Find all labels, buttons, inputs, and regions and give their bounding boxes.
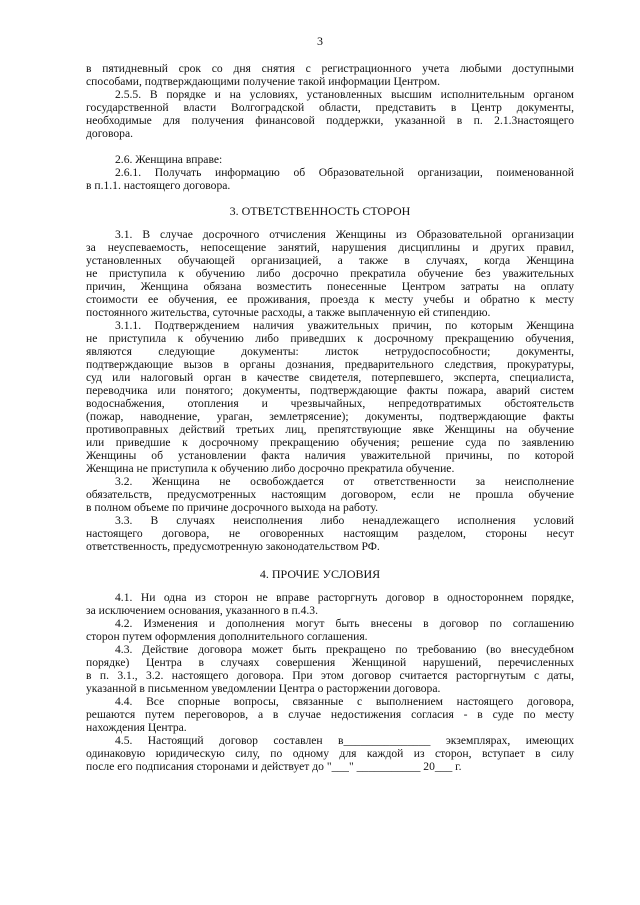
text-line: подтверждающие вызов в органы дознания, предварительного следствия, прокуратуры, — [86, 358, 574, 371]
text-line: причин, Женщина обязана возместить понесенные Центром затраты на оплату — [86, 280, 574, 293]
text-line: стоимости ее обучения, ее проживания, проезда к месту учебы и обратно к месту — [86, 293, 574, 306]
text-line: (пожар, наводнение, ураган, землетрясение); документы, подтверждающие факты — [86, 410, 574, 423]
text-line: 2.6.1. Получать информацию об Образовательной организации, поименованной — [115, 166, 574, 179]
text-line: за исключением основания, указанного в п.4.3. — [86, 604, 318, 617]
text-line: 4.3. Действие договора может быть прекращено по требованию (во внесудебном — [115, 643, 574, 656]
text-line: нахождения Центра. — [86, 721, 187, 734]
text-line: 2.5.5. В порядке и на условиях, установленных высшим исполнительным органом — [115, 88, 574, 101]
text-line: 4.1. Ни одна из сторон не вправе расторгнуть договор в одностороннем порядке, — [115, 591, 574, 604]
text-line: сторон путем оформления дополнительного соглашения. — [86, 630, 368, 643]
text-line: после его подписания сторонами и действует до "___" ___________ 20___ г. — [86, 760, 462, 773]
text-line: 2.6. Женщина вправе: — [115, 153, 223, 166]
text-line: ответственность, предусмотренную законодательством РФ. — [86, 540, 380, 553]
text-line: суд или налоговый орган в качестве свидетеля, потерпевшего, эксперта, специалиста, — [86, 371, 574, 384]
text-line: решаются путем переговоров, а в случае недостижения согласия - в суде по месту — [86, 708, 574, 721]
text-line: постоянного жительства, суточные расходы, а также выплаченную ей стипендию. — [86, 306, 491, 319]
text-line: 4.4. Все спорные вопросы, связанные с выполнением настоящего договора, — [115, 695, 574, 708]
text-line: 3.3. В случаях неисполнения либо ненадлежащего исполнения условий — [115, 514, 574, 527]
text-line: необходимые для получения финансовой поддержки, указанной в п. 2.1.3настоящего — [86, 114, 574, 127]
text-line: указанной в письменном уведомлении Центра о расторжении договора. — [86, 682, 441, 695]
section-heading: 3. ОТВЕТСТВЕННОСТЬ СТОРОН — [229, 204, 411, 218]
text-line: в п. 3.1., 3.2. настоящего договора. При этом договор считается расторгнутым с даты, — [86, 669, 574, 682]
text-line: в пятидневный срок со дня снятия с регистрационного учета любыми доступными — [86, 62, 574, 75]
text-line: не приступила к обучению либо досрочно прекратила обучение без уважительных — [86, 267, 574, 280]
text-line: обязательств, предусмотренных настоящим договором, если не прошла обучение — [86, 488, 574, 501]
text-line: переводчика или понятого; документы, подтверждающие факты пожара, аварий систем — [86, 384, 574, 397]
text-line: за неуспеваемость, непосещение занятий, нарушения дисциплины и других правил, — [86, 241, 574, 254]
text-line: настоящего договора, не оговоренных настоящим разделом, стороны несут — [86, 527, 574, 540]
text-line: в полном объеме по причине досрочного выхода на работу. — [86, 501, 378, 514]
text-line: государственной власти Волгоградской области, представить в Центр документы, — [86, 101, 574, 114]
text-line: 4.2. Изменения и дополнения могут быть внесены в договор по соглашению — [115, 617, 574, 630]
text-line: способами, подтверждающими получение такой информации Центром. — [86, 75, 440, 88]
text-line: являются следующие документы: листок нетрудоспособности; документы, — [86, 345, 574, 358]
text-line: 4.5. Настоящий договор составлен в_______________ экземплярах, имеющих — [115, 734, 574, 747]
text-line: или приведшие к досрочному прекращению обучения; решение суда по заявлению — [86, 436, 574, 449]
page-number: 3 — [317, 34, 323, 48]
text-line: 3.1. В случае досрочного отчисления Женщины из Образовательной организации — [115, 228, 574, 241]
text-line: противоправных действий третьих лиц, препятствующие явке Женщины на обучение — [86, 423, 574, 436]
text-line: Женщины об установлении факта наличия уважительной причины, по которой — [86, 449, 574, 462]
section-heading: 4. ПРОЧИЕ УСЛОВИЯ — [259, 567, 381, 581]
text-line: 3.1.1. Подтверждением наличия уважительных причин, по которым Женщина — [115, 319, 574, 332]
text-line: в п.1.1. настоящего договора. — [86, 179, 231, 192]
text-line: порядке) Центра в случаях совершения Женщиной нарушений, перечисленных — [86, 656, 574, 669]
text-line: не приступила к обучению либо приведших к досрочному прекращению обучения, — [86, 332, 574, 345]
text-line: договора. — [86, 127, 133, 140]
text-line: Женщина не приступила к обучению либо досрочно прекратила обучение. — [86, 462, 455, 475]
text-line: водоснабжения, отопления и чрезвычайных, непредотвратимых обстоятельств — [86, 397, 574, 410]
text-line: одинаковую юридическую силу, по одному для каждой из сторон, вступает в силу — [86, 747, 574, 760]
text-line: 3.2. Женщина не освобождается от ответственности за неисполнение — [115, 475, 574, 488]
text-line: установленных обучающей организацией, а также в случаях, когда Женщина — [86, 254, 574, 267]
